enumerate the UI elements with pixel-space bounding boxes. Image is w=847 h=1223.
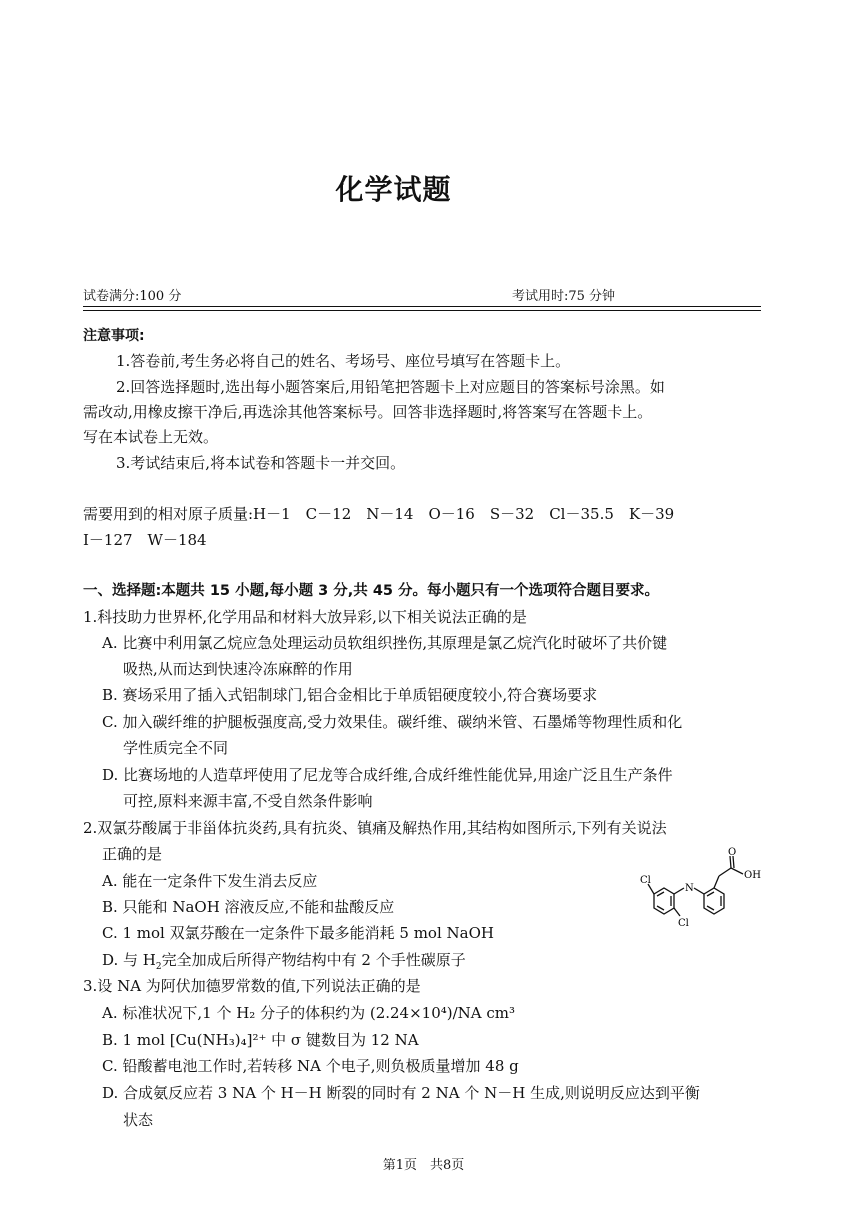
notice-line: 需改动,用橡皮擦干净后,再选涂其他答案标号。回答非选择题时,将答案写在答题卡上。 (83, 403, 653, 421)
q1-option-c: C. 加入碳纤维的护腿板强度高,受力效果佳。碳纤维、碳纳米管、石墨烯等物理性质和化 (102, 713, 683, 731)
hydroxyl-label: OH (744, 870, 761, 881)
q2-option-b: B. 只能和 NaOH 溶液反应,不能和盐酸反应 (102, 898, 395, 916)
q3-option-d: 状态 (123, 1111, 154, 1129)
question-3-stem: 3.设 NA 为阿伏加德罗常数的值,下列说法正确的是 (83, 977, 421, 995)
section-heading: 一、选择题:本题共 15 小题,每小题 3 分,共 45 分。每小题只有一个选项符合题目要求。 (83, 583, 660, 599)
diclofenac-structure-diagram (626, 846, 766, 946)
page-title: 化学试题 (335, 173, 452, 206)
atomic-masses: 需要用到的相对原子质量:H－1 C－12 N－14 O－16 S－32 Cl－35.5 K－39 (83, 505, 675, 523)
chlorine-top-label: Cl (640, 875, 651, 886)
notice-heading: 注意事项: (83, 328, 145, 344)
header-rule-thin (83, 306, 761, 307)
notice-line: 1.答卷前,考生务必将自己的姓名、考场号、座位号填写在答题卡上。 (116, 352, 571, 370)
q1-option-b: B. 赛场采用了插入式铝制球门,铝合金相比于单质铝硬度较小,符合赛场要求 (102, 686, 598, 704)
q3-option-c: C. 铅酸蓄电池工作时,若转移 NA 个电子,则负极质量增加 48 g (102, 1057, 519, 1075)
q3-option-b: B. 1 mol [Cu(NH₃)₄]²⁺ 中 σ 键数目为 12 NA (102, 1031, 419, 1049)
notice-line: 2.回答选择题时,选出每小题答案后,用铅笔把答题卡上对应题目的答案标号涂黑。如 (116, 378, 665, 396)
header-rule-thick (83, 310, 761, 311)
q1-option-c: 学性质完全不同 (123, 739, 229, 757)
q1-option-a: A. 比赛中利用氯乙烷应急处理运动员软组织挫伤,其原理是氯乙烷汽化时破坏了共价键 (102, 634, 668, 652)
oxygen-label: O (728, 847, 737, 858)
full-score: 试卷满分:100 分 (83, 289, 182, 304)
chlorine-bottom-label: Cl (678, 918, 689, 929)
q3-option-d: D. 合成氨反应若 3 NA 个 H－H 断裂的同时有 2 NA 个 N－H 生成,则说明反应达到平衡 (102, 1084, 700, 1102)
amine-label: N (685, 883, 694, 894)
q2-option-d: D. 与 $H_2$完全加成后所得产物结构中有 2 个手性碳原子 (102, 951, 466, 972)
question-1-stem: 1.科技助力世界杯,化学用品和材料大放异彩,以下相关说法正确的是 (83, 608, 527, 626)
atomic-masses: I－127 W－184 (83, 531, 207, 549)
q2-option-c: C. 1 mol 双氯芬酸在一定条件下最多能消耗 5 mol NaOH (102, 924, 494, 942)
q1-option-d: 可控,原料来源丰富,不受自然条件影响 (123, 792, 373, 810)
page-footer: 第1页 共8页 (382, 1158, 465, 1173)
notice-line: 3.考试结束后,将本试卷和答题卡一并交回。 (116, 454, 406, 472)
exam-time: 考试用时:75 分钟 (512, 289, 616, 304)
q1-option-d: D. 比赛场地的人造草坪使用了尼龙等合成纤维,合成纤维性能优异,用途广泛且生产条件 (102, 766, 673, 784)
q1-option-a: 吸热,从而达到快速冷冻麻醉的作用 (123, 660, 353, 678)
q3-option-a: A. 标准状况下,1 个 H₂ 分子的体积约为 (2.24×10⁴)/NA cm³ (102, 1004, 516, 1022)
question-2-stem: 正确的是 (102, 845, 163, 863)
q2-option-a: A. 能在一定条件下发生消去反应 (102, 872, 318, 890)
question-2-stem: 2.双氯芬酸属于非甾体抗炎药,具有抗炎、镇痛及解热作用,其结构如图所示,下列有关说法 (83, 819, 667, 837)
notice-line: 写在本试卷上无效。 (83, 428, 219, 446)
